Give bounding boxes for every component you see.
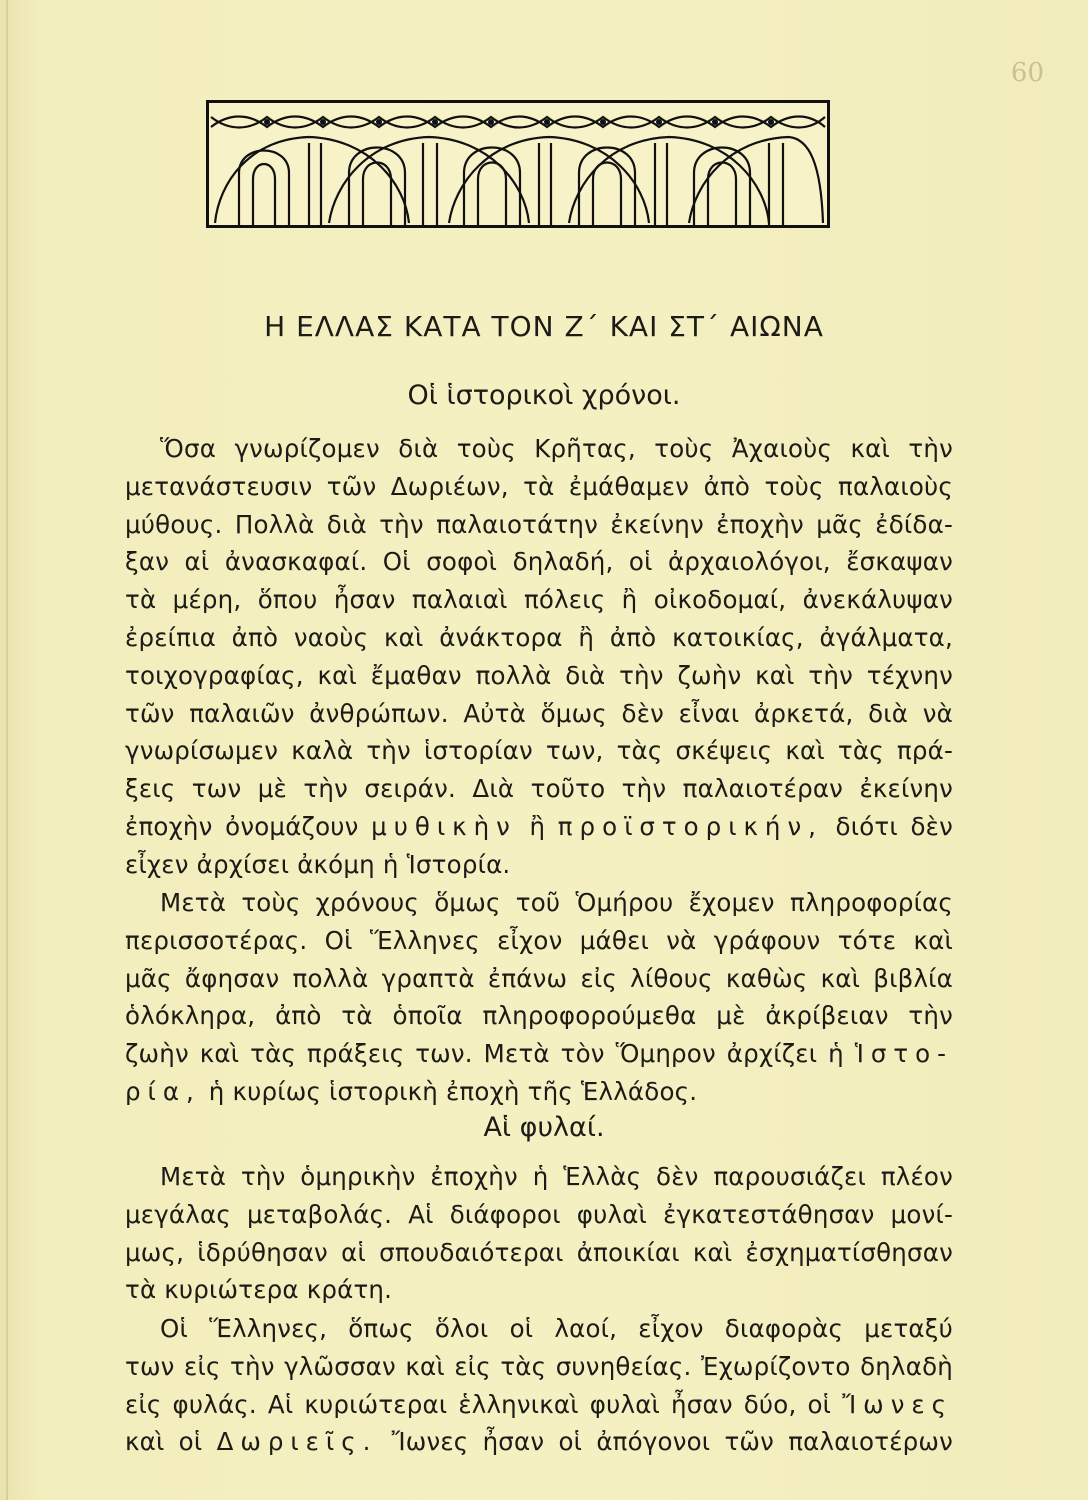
text-line: τῶν παλαιῶν ἀνθρώπων. Αὐτὰ ὅμως δὲν εἶναι ἀρκετά, διὰ νὰ bbox=[125, 698, 953, 728]
page-number: 60 bbox=[1010, 58, 1044, 88]
text-line-mixed bbox=[125, 808, 953, 846]
text-line: γνωρίσωμεν καλὰ τὴν ἱστορίαν των, τὰς σκέψεις καὶ τὰς πρά- bbox=[125, 736, 953, 766]
spaced-term-history-end: ρία, bbox=[125, 1076, 201, 1106]
text-line: Μετὰ τὴν ὁμηρικὴν ἐποχὴν ἡ Ἑλλὰς δὲν παρουσιάζει πλέον bbox=[160, 1162, 953, 1191]
text-line: ἐρείπια ἀπὸ ναοὺς καὶ ἀνάκτορα ἢ ἀπὸ κατοικίας, ἀγάλματα, bbox=[125, 622, 953, 652]
text-segment: ζωὴν καὶ τὰς πράξεις των. Μετὰ τὸν Ὅμηρον ἀρχίζει ἡ bbox=[125, 1039, 844, 1069]
text-segment: ἡ κυρίως ἱστορικὴ ἐποχὴ τῆς Ἑλλάδος. bbox=[208, 1076, 698, 1106]
section-heading-historical-times: Οἱ ἱστορικοὶ χρόνοι. bbox=[407, 380, 681, 411]
text-segment: διότι δὲν bbox=[835, 811, 953, 841]
text-segment: ἢ bbox=[529, 811, 546, 841]
page-title: Η ΕΛΛΑΣ ΚΑΤΑ ΤΟΝ Ζ΄ ΚΑΙ ΣΤ΄ ΑΙΩΝΑ bbox=[264, 310, 824, 343]
page-gutter bbox=[6, 0, 8, 1500]
section-heading-tribes: Αἱ φυλαί. bbox=[483, 1112, 605, 1143]
text-line: ξεις των μὲ τὴν σειράν. Διὰ τοῦτο τὴν παλαιοτέραν ἐκείνην bbox=[125, 774, 953, 804]
text-line: τὰ κυριώτερα κράτη. bbox=[125, 1275, 393, 1305]
text-line: μετανάστευσιν τῶν Δωριέων, τὰ ἐμάθαμεν ἀπὸ τοὺς παλαιοὺς bbox=[125, 471, 953, 501]
spaced-term-mythical: μυθικὴν bbox=[371, 811, 517, 841]
text-line: των εἰς τὴν γλῶσσαν καὶ εἰς τὰς συνηθείας. Ἐχωρίζοντο δηλαδὴ bbox=[125, 1351, 953, 1381]
text-line: τοιχογραφίας, καὶ ἔμαθαν πολλὰ διὰ τὴν ζωὴν καὶ τὴν τέχνην bbox=[125, 660, 953, 690]
spaced-term-dorians: Δωριεῖς. bbox=[216, 1427, 378, 1457]
spaced-term-prehistoric: προϊστορικήν, bbox=[557, 811, 823, 841]
text-segment: ἐποχὴν ὀνομάζουν bbox=[125, 811, 359, 841]
text-line: μεγάλας μεταβολάς. Αἱ διάφοροι φυλαὶ ἐγκατεστάθησαν μονί- bbox=[125, 1199, 953, 1229]
text-line-mixed bbox=[125, 1386, 953, 1424]
spaced-term-ionians: Ἴωνες bbox=[842, 1389, 953, 1419]
section2-paragraph1 bbox=[125, 1158, 953, 1309]
section1-paragraph1 bbox=[125, 430, 953, 884]
text-line: τὰ μέρη, ὅπου ἦσαν παλαιαὶ πόλεις ἢ οἰκοδομαί, ἀνεκάλυψαν bbox=[125, 585, 953, 615]
section2-paragraph2 bbox=[125, 1310, 953, 1461]
text-line-mixed bbox=[125, 1423, 953, 1461]
text-line-mixed bbox=[125, 1073, 953, 1111]
text-line: ξαν αἱ ἀνασκαφαί. Οἱ σοφοὶ δηλαδή, οἱ ἀρχαιολόγοι, ἔσκαψαν bbox=[125, 547, 953, 577]
text-segment: εἰς φυλάς. Αἱ κυριώτεραι ἑλληνικαὶ φυλαὶ ἦσαν δύο, οἱ bbox=[125, 1389, 832, 1419]
text-segment: Ἴωνες ἦσαν οἱ ἀπόγονοι τῶν παλαιοτέρων bbox=[391, 1427, 953, 1457]
text-line: μως, ἱδρύθησαν αἱ σπουδαιότεραι ἀποικίαι καὶ ἐσχηματίσθησαν bbox=[125, 1237, 953, 1267]
text-line: Ὅσα γνωρίζομεν διὰ τοὺς Κρῆτας, τοὺς Ἀχαιοὺς καὶ τὴν bbox=[160, 434, 953, 463]
text-line: περισσοτέρας. Οἱ Ἕλληνες εἶχον μάθει νὰ γράφουν τότε καὶ bbox=[125, 925, 953, 955]
text-line: μύθους. Πολλὰ διὰ τὴν παλαιοτάτην ἐκείνην ἐποχὴν μᾶς ἐδίδα- bbox=[125, 509, 953, 539]
arches-ornament-icon bbox=[209, 103, 827, 225]
text-line: Μετὰ τοὺς χρόνους ὅμως τοῦ Ὁμήρου ἔχομεν πληροφορίας bbox=[160, 888, 953, 917]
spaced-term-history: Ἱστο- bbox=[854, 1039, 953, 1069]
section1-paragraph2 bbox=[125, 884, 953, 1111]
ornamental-headpiece bbox=[206, 100, 830, 228]
text-line-mixed bbox=[125, 1035, 953, 1073]
text-line: ὁλόκληρα, ἀπὸ τὰ ὁποῖα πληροφορούμεθα μὲ ἀκρίβειαν τὴν bbox=[125, 1001, 953, 1031]
text-line: Οἱ Ἕλληνες, ὅπως ὅλοι οἱ λαοί, εἶχον διαφορὰς μεταξύ bbox=[160, 1314, 953, 1343]
text-segment: καὶ οἱ bbox=[125, 1427, 203, 1457]
text-line: εἶχεν ἀρχίσει ἀκόμη ἡ Ἱστορία. bbox=[125, 849, 511, 879]
text-line: μᾶς ἄφησαν πολλὰ γραπτὰ ἐπάνω εἰς λίθους καθὼς καὶ βιβλία bbox=[125, 963, 953, 993]
